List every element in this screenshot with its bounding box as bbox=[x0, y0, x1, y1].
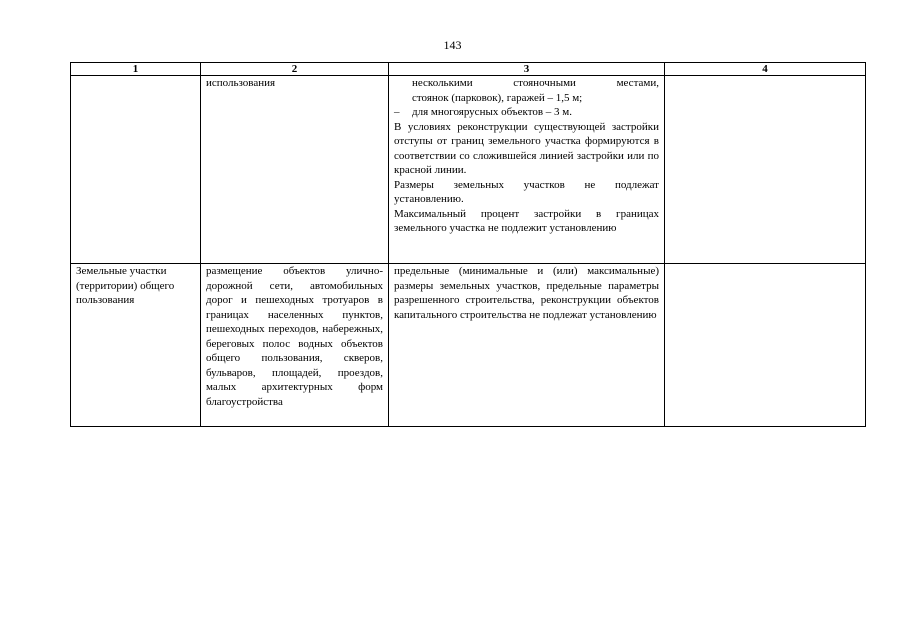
row2-col1-cell bbox=[71, 264, 201, 427]
list-dash: – bbox=[394, 106, 400, 118]
row1-col3-paragraph-2: Размеры земельных участков не подлежат установлению. bbox=[394, 178, 659, 205]
row1-col3-dash-text: для многоярусных объектов – 3 м. bbox=[412, 106, 573, 118]
page-number: 143 bbox=[443, 38, 462, 52]
row1-col3-paragraph-1: В условиях реконструкции существующей застройки отступы от границ земельного участка формируются в соответствии со сложившейся линией застройки или по красной линии. bbox=[394, 120, 659, 176]
row1-col3-cont-line-2: стоянок (парковок), гаражей – 1,5 м; bbox=[412, 91, 583, 104]
row1-col3-dash-item bbox=[394, 105, 659, 120]
column-header-4: 4 bbox=[665, 63, 866, 76]
row2-col2-cell bbox=[201, 264, 389, 427]
column-header-2: 2 bbox=[201, 63, 389, 76]
row1-col4-cell bbox=[665, 76, 866, 264]
row1-col1-cell bbox=[71, 76, 201, 264]
row1-col2-text: использования bbox=[206, 77, 276, 89]
row1-col2-cell bbox=[201, 76, 389, 264]
row1-col3-cell bbox=[389, 76, 665, 264]
table-row bbox=[71, 76, 866, 264]
table-row bbox=[71, 264, 866, 427]
table-header-row bbox=[71, 63, 866, 76]
row2-col3-text: предельные (минимальные и (или) максимальные) размеры земельных участков, предельные параметры разрешенного строительства, реконструкции объектов капитального строительства не подлежат установлению bbox=[394, 265, 659, 321]
row2-col1-text: Земельные участки (территории) общего пользования bbox=[76, 265, 175, 306]
regulations-table bbox=[70, 62, 866, 427]
row1-col3-paragraph-3: Максимальный процент застройки в границах земельного участка не подлежит установлению bbox=[394, 207, 659, 234]
row2-col3-cell bbox=[389, 264, 665, 427]
row1-col3-cont-line-1: несколькими стояночными местами, bbox=[412, 77, 659, 89]
column-header-3: 3 bbox=[389, 63, 665, 76]
column-header-1: 1 bbox=[71, 63, 201, 76]
row2-col2-text: размещение объектов улично-дорожной сети, автомобильных дорог и пешеходных тротуаров в границах населенных пунктов, пешеходных переходов, набережных, береговых полос водных объектов общего пользования, скверов, бульваров, площадей, проездов, малых архитектурных форм благоустройства bbox=[206, 265, 383, 408]
row2-col4-cell bbox=[665, 264, 866, 427]
